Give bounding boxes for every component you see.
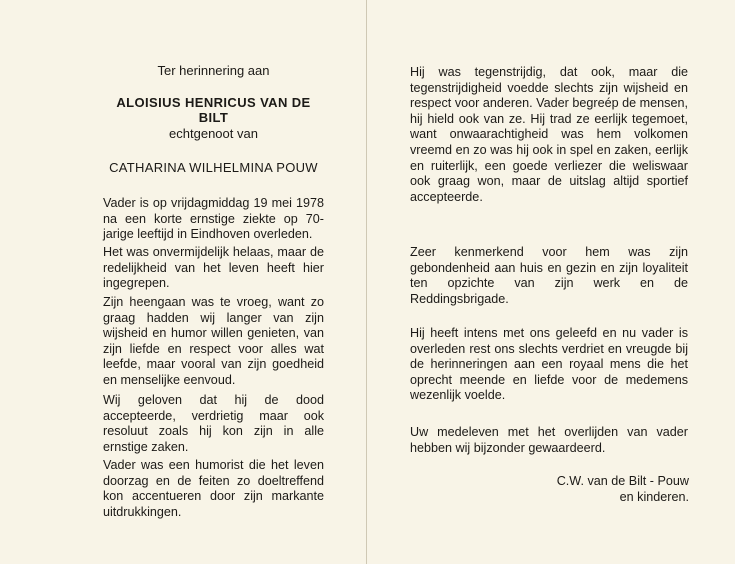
signature-line-2: en kinderen. — [619, 489, 689, 504]
spouse-name: CATHARINA WILHELMINA POUW — [109, 160, 318, 175]
relation-text: echtgenoot van — [169, 126, 258, 141]
right-page — [367, 0, 735, 564]
paragraph-2: Het was onvermijdelijk helaas, maar de redelijkheid van het leven heeft hier ingegrepen. — [103, 245, 324, 291]
paragraph-6: Hij was tegenstrijdig, dat ook, maar die tegenstrijdigheid voedde slechts zijn wijsheid en respect voor anderen. Vader begreép de mensen, hij hield ook van ze. Hij trad ze eerlijk tegemoet, want onwaarachtigheid was hem volkomen vreemd en zo was hij ook in spel en zaken, eerlijk en ruiterlijk, een goede verliezer die weliswaar ook graag won, maar de uitslag altijd sportief accepteerde. — [410, 65, 688, 204]
paragraph-9: Uw medeleven met het overlijden van vader hebben wij bijzonder gewaardeerd. — [410, 425, 688, 455]
paragraph-4: Wij geloven dat hij de dood accepteerde, verdrietig maar ook resoluut zoals hij kon zijn in alle ernstige zaken. — [103, 393, 324, 454]
paragraph-8: Hij heeft intens met ons geleefd en nu vader is overleden rest ons slechts verdriet en vreugde bij de herinneringen aan een royaal mens die het oprecht meende en liefde voor de medemens wezenlijk voelde. — [410, 326, 688, 403]
deceased-name: ALOISIUS HENRICUS VAN DE BILT — [116, 95, 311, 125]
left-page — [0, 0, 367, 564]
signature — [557, 474, 689, 505]
paragraph-7: Zeer kenmerkend voor hem was zijn gebondenheid aan huis en gezin en zijn loyaliteit ten opzichte van zijn werk en de Reddingsbrigade. — [410, 245, 688, 306]
signature-line-1: C.W. van de Bilt - Pouw — [556, 474, 689, 488]
paragraph-3: Zijn heengaan was te vroeg, want zo graag hadden wij langer van zijn wijsheid en humor willen genieten, van zijn liefde en respect voor alles wat leefde, maar vooral van zijn goedheid en menselijke eenvoud. — [103, 295, 324, 387]
paragraph-5: Vader was een humorist die het leven doorzag en de feiten zo doeltreffend kon accentueren door zijn markante uitdrukkingen. — [103, 458, 324, 519]
heading: Ter herinnering aan — [157, 63, 270, 78]
paragraph-1: Vader is op vrijdagmiddag 19 mei 1978 na een korte ernstige ziekte op 70-jarige leeftijd in Eindhoven overleden. — [103, 196, 324, 242]
